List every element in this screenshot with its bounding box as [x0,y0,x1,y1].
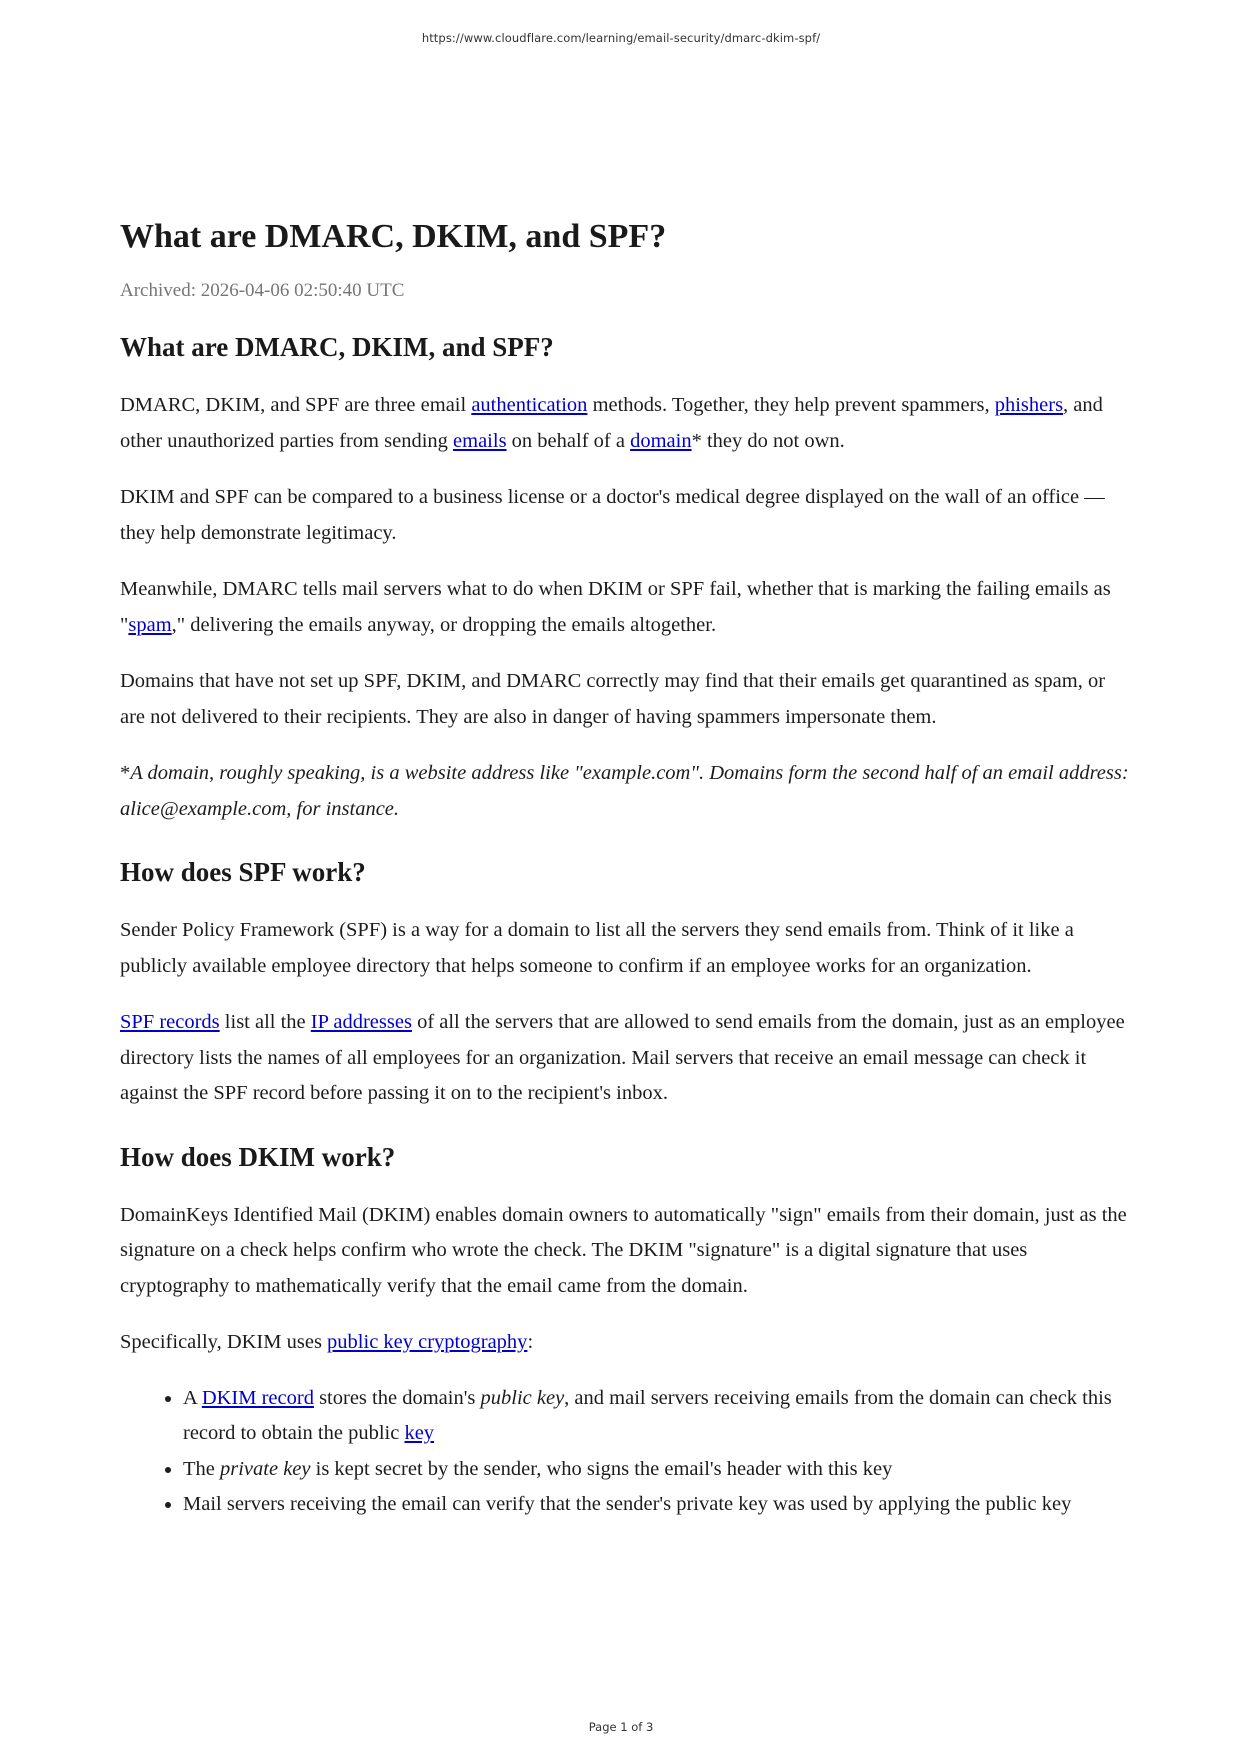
page-title: What are DMARC, DKIM, and SPF? [120,218,667,255]
paragraph: Domains that have not set up SPF, DKIM, and DMARC correctly may find that their emails get quarantined as spam, or are not delivered to their recipients. They are also in danger of having spammers impersonate them. [120,670,1106,728]
article [120,212,1130,1523]
link-spf-records[interactable]: SPF records [120,1011,220,1033]
link-public-key-cryptography[interactable]: public key cryptography [327,1331,528,1353]
link-ip-addresses[interactable]: IP addresses [310,1011,412,1033]
link-domain[interactable]: domain [630,429,692,452]
link-key[interactable]: key [404,1422,435,1444]
page-number: Page 1 of 3 [588,1720,654,1734]
bullet-list [120,1381,1130,1523]
paragraph: Specifically, DKIM uses public key cryptography: [120,1331,534,1353]
archived-timestamp: Archived: 2026-04-06 02:50:40 UTC [120,280,405,301]
link-dkim-record[interactable]: DKIM record [201,1386,314,1409]
paragraph: Meanwhile, DMARC tells mail servers what to do when DKIM or SPF fail, whether that is marking the failing emails as "spam," delivering the emails anyway, or dropping the emails altogether. [120,578,1111,636]
paragraph: SPF records list all the IP addresses of all the servers that are allowed to send emails from the domain, just as an employee directory lists the names of all employees for an organization. Mail servers that receive an email message can check it against the SPF record before passing it on to the recipient's inbox. [120,1011,1125,1104]
paragraph: DKIM and SPF can be compared to a business license or a doctor's medical degree displayed on the wall of an office — they help demonstrate legitimacy. [120,486,1105,544]
section-heading-overview: What are DMARC, DKIM, and SPF? [120,332,554,362]
section-heading-dkim: How does DKIM work? [120,1141,396,1172]
paragraph: DomainKeys Identified Mail (DKIM) enables domain owners to automatically "sign" emails from their domain, just as the signature on a check helps confirm who wrote the check. The DKIM "signature" is a digital signature that uses cryptography to mathematically verify that the email came from the domain. [120,1203,1127,1297]
link-spam[interactable]: spam [128,613,172,636]
page-url: https://www.cloudflare.com/learning/email-security/dmarc-dkim-spf/ [421,31,821,45]
section-heading-spf: How does SPF work? [120,857,366,887]
list-item: • Mail servers receiving the email can verify that the sender's private key was used by applying the public key [183,1487,1130,1523]
list-item: • A DKIM record stores the domain's public key, and mail servers receiving emails from the domain can check this record to obtain the public key [183,1381,1130,1452]
paragraph: DMARC, DKIM, and SPF are three email authentication methods. Together, they help prevent spammers, phishers, and other unauthorized parties from sending emails on behalf of a domain* they do not own. [120,394,1103,452]
list-item: • The private key is kept secret by the sender, who signs the email's header with this key [183,1452,1130,1488]
paragraph: Sender Policy Framework (SPF) is a way for a domain to list all the servers they send emails from. Think of it like a publicly available employee directory that helps someone to confirm if an employee works for an organization. [120,919,1074,977]
link-phishers[interactable]: phishers [994,394,1064,416]
link-authentication[interactable]: authentication [471,394,588,416]
link-emails[interactable]: emails [453,429,507,452]
footnote: *A domain, roughly speaking, is a website address like "example.com". Domains form the second half of an email address: alice@example.com, for instance. [120,762,1129,820]
